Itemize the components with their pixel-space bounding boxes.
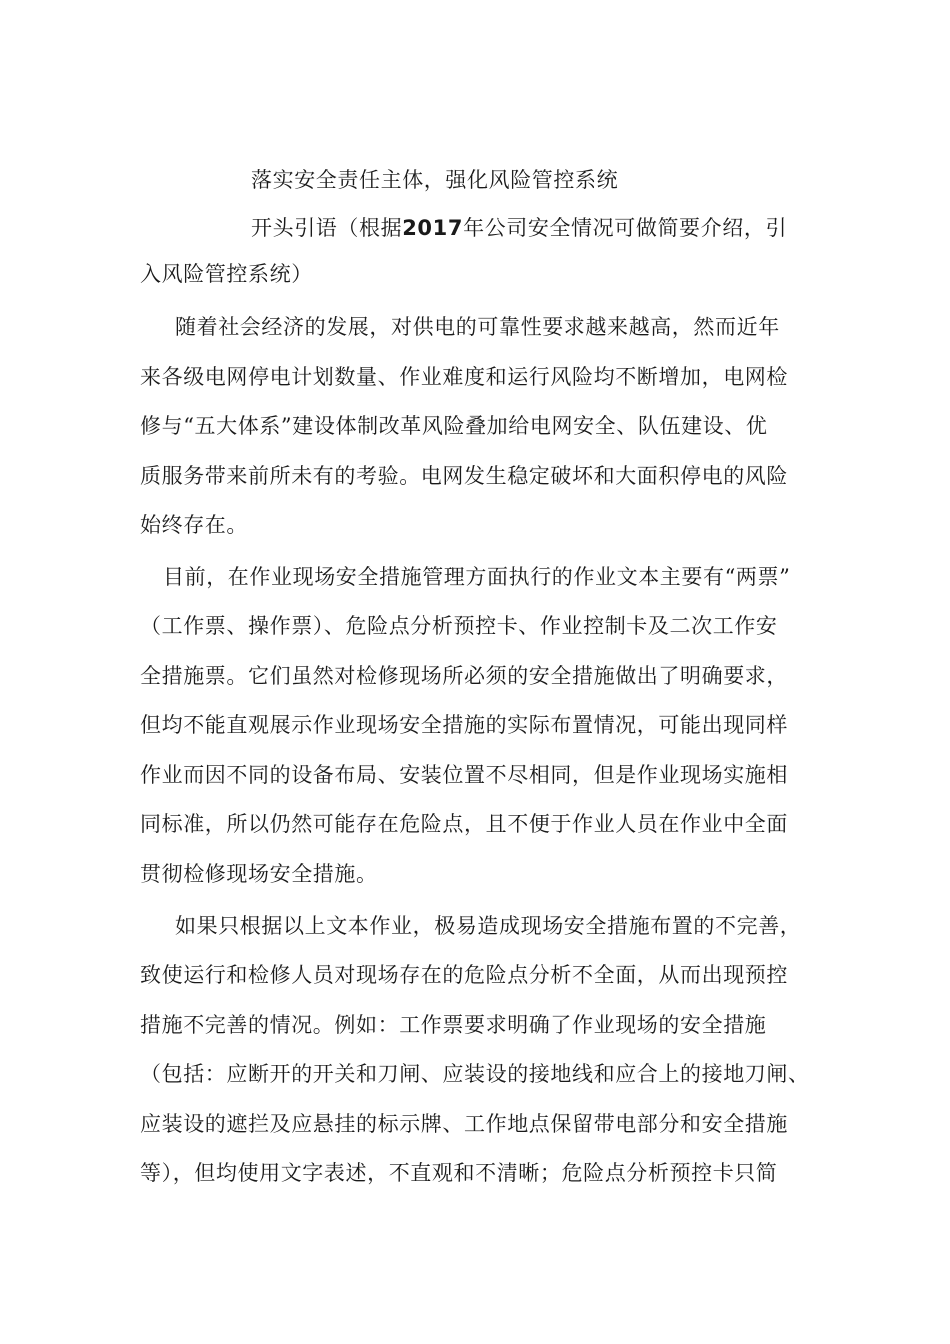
paragraph-3-line-1: 如果只根据以上文本作业，极易造成现场安全措施布置的不完善， [175, 914, 802, 938]
paragraph-1-line-2: 来各级电网停电计划数量、作业难度和运行风险均不断增加，电网检 [140, 365, 788, 389]
paragraph-1-line-1: 随着社会经济的发展，对供电的可靠性要求越来越高，然而近年 [175, 315, 780, 339]
intro-text-a: 开头引语（根据 [251, 216, 403, 240]
paragraph-2-line-4: 但均不能直观展示作业现场安全措施的实际布置情况，可能出现同样 [140, 713, 788, 737]
paragraph-2-line-2: （工作票、操作票）、危险点分析预控卡、作业控制卡及二次工作安 [140, 614, 778, 638]
intro-text-b: 年公司安全情况可做简要介绍，引 [463, 216, 788, 240]
paragraph-3-line-3: 措施不完善的情况。例如：工作票要求明确了作业现场的安全措施 [140, 1013, 767, 1037]
paragraph-2-line-3: 全措施票。它们虽然对检修现场所必须的安全措施做出了明确要求， [140, 664, 788, 688]
paragraph-3-line-2: 致使运行和检修人员对现场存在的危险点分析不全面，从而出现预控 [140, 963, 788, 987]
paragraph-3-line-4: （包括：应断开的开关和刀闸、应装设的接地线和应合上的接地刀闸、 [140, 1062, 810, 1086]
paragraph-3-line-5: 应装设的遮拦及应悬挂的标示牌、工作地点保留带电部分和安全措施 [140, 1112, 788, 1136]
paragraph-2-line-1: 目前，在作业现场安全措施管理方面执行的作业文本主要有“两票” [163, 565, 791, 589]
paragraph-2-line-6: 同标准，所以仍然可能存在危险点，且不便于作业人员在作业中全面 [140, 812, 788, 836]
paragraph-1-line-4: 质服务带来前所未有的考验。电网发生稳定破坏和大面积停电的风险 [140, 464, 788, 488]
intro-year: 2017 [402, 216, 464, 240]
paragraph-1-line-3: 修与“五大体系”建设体制改革风险叠加给电网安全、队伍建设、优 [140, 414, 768, 438]
paragraph-3-line-6: 等），但均使用文字表述，不直观和不清晰；危险点分析预控卡只简 [140, 1161, 778, 1185]
intro-line-2: 入风险管控系统） [140, 262, 313, 286]
paragraph-1-line-5: 始终存在。 [140, 513, 248, 537]
intro-line-1 [251, 213, 787, 243]
paragraph-2-line-5: 作业而因不同的设备布局、安装位置不尽相同，但是作业现场实施相 [140, 763, 788, 787]
document-title: 落实安全责任主体，强化风险管控系统 [251, 168, 619, 192]
paragraph-2-line-7: 贯彻检修现场安全措施。 [140, 862, 378, 886]
